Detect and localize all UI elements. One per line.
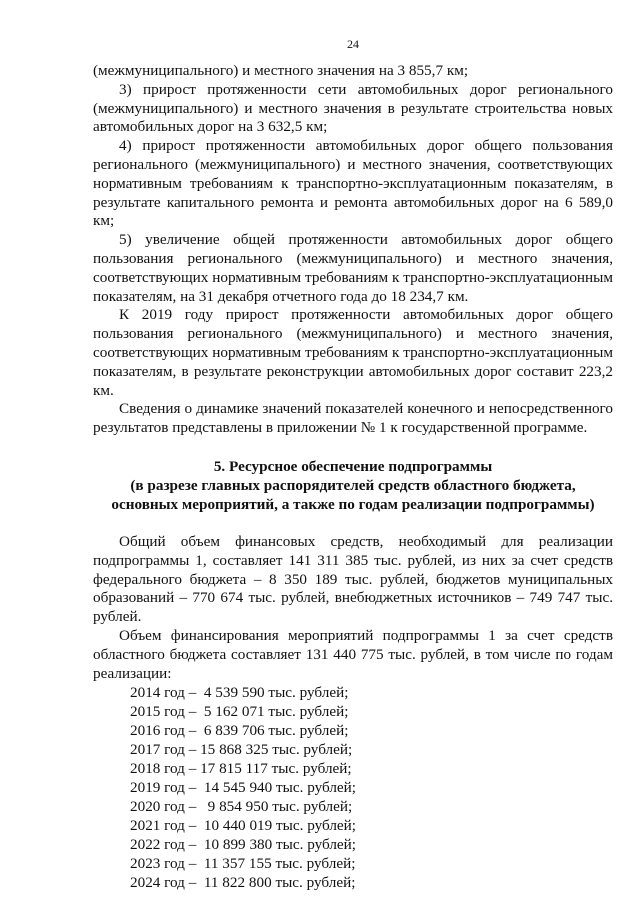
paragraph-total-volume: Общий объем финансовых средств, необходимый для реализации подпрограммы 1, составляет 141 311 385 тыс. рублей, из них за счет средств федерального бюджета – 8 350 189 тыс. рублей, бюджетов муниципальных образований – 770 674 тыс. рублей, внебюджетных источников – 749 747 тыс. рублей. [93, 532, 613, 626]
year-item-2016: 2016 год – 6 839 706 тыс. рублей; [130, 722, 349, 740]
year-item-2020: 2020 год – 9 854 950 тыс. рублей; [130, 798, 353, 816]
year-item-2021: 2021 год – 10 440 019 тыс. рублей; [130, 817, 357, 835]
section-heading [93, 457, 613, 514]
year-item-2018: 2018 год – 17 815 117 тыс. рублей; [130, 760, 352, 778]
year-item-2024: 2024 год – 11 822 800 тыс. рублей; [130, 874, 356, 892]
paragraph-item-3: 3) прирост протяженности сети автомобильных дорог регионального (межмуниципального) и местного значения в результате строительства новых автомобильных дорог на 3 632,5 км; [93, 80, 613, 136]
paragraph-continuation: (межмуниципального) и местного значения на 3 855,7 км; [93, 62, 469, 79]
paragraph-regional-budget: Объем финансирования мероприятий подпрограммы 1 за счет средств областного бюджета составляет 131 440 775 тыс. рублей, в том числе по годам реализации: [93, 626, 613, 682]
document-page [93, 0, 613, 905]
paragraph-item-4: 4) прирост протяженности автомобильных дорог общего пользования регионального (межмуниципального) и местного значения, соответствующих нормативным требованиям к транспортно-эксплуатационным показателям, в результате капитального ремонта и ремонта автомобильных дорог на 6 589,0 км; [93, 137, 613, 230]
document-body [93, 62, 613, 892]
yearly-funding-list [130, 683, 613, 892]
paragraph-appendix-reference: Сведения о динамике значений показателей конечного и непосредственного результатов представлены в приложении № 1 к государственной программе. [93, 400, 613, 437]
section-heading-line-1: 5. Ресурсное обеспечение подпрограммы [213, 457, 493, 475]
paragraph-reconstruction: К 2019 году прирост протяженности автомобильных дорог общего пользования регионального (межмуниципального) и местного значения, соответствующих нормативным требованиям к транспортно-эксплуатационным показателям, в результате реконструкции автомобильных дорог составит 223,2 км. [93, 306, 613, 399]
section-heading-line-3: основных мероприятий, а также по годам реализации подпрограммы) [111, 495, 595, 513]
year-item-2019: 2019 год – 14 545 940 тыс. рублей; [130, 779, 357, 797]
year-item-2014: 2014 год – 4 539 590 тыс. рублей; [130, 684, 349, 702]
year-item-2015: 2015 год – 5 162 071 тыс. рублей; [130, 703, 349, 721]
page-number: 24 [347, 37, 359, 51]
paragraph-item-5: 5) увеличение общей протяженности автомобильных дорог общего пользования регионального (межмуниципального) и местного значения, соответствующих нормативным требованиям к транспортно-эксплуатационным показателям, на 31 декабря отчетного года до 18 234,7 км. [93, 231, 613, 305]
year-item-2022: 2022 год – 10 899 380 тыс. рублей; [130, 836, 357, 854]
year-item-2017: 2017 год – 15 868 325 тыс. рублей; [130, 741, 353, 759]
spacer [93, 514, 613, 533]
year-item-2023: 2023 год – 11 357 155 тыс. рублей; [130, 855, 356, 873]
section-heading-line-2: (в разрезе главных распорядителей средств областного бюджета, [130, 476, 576, 494]
